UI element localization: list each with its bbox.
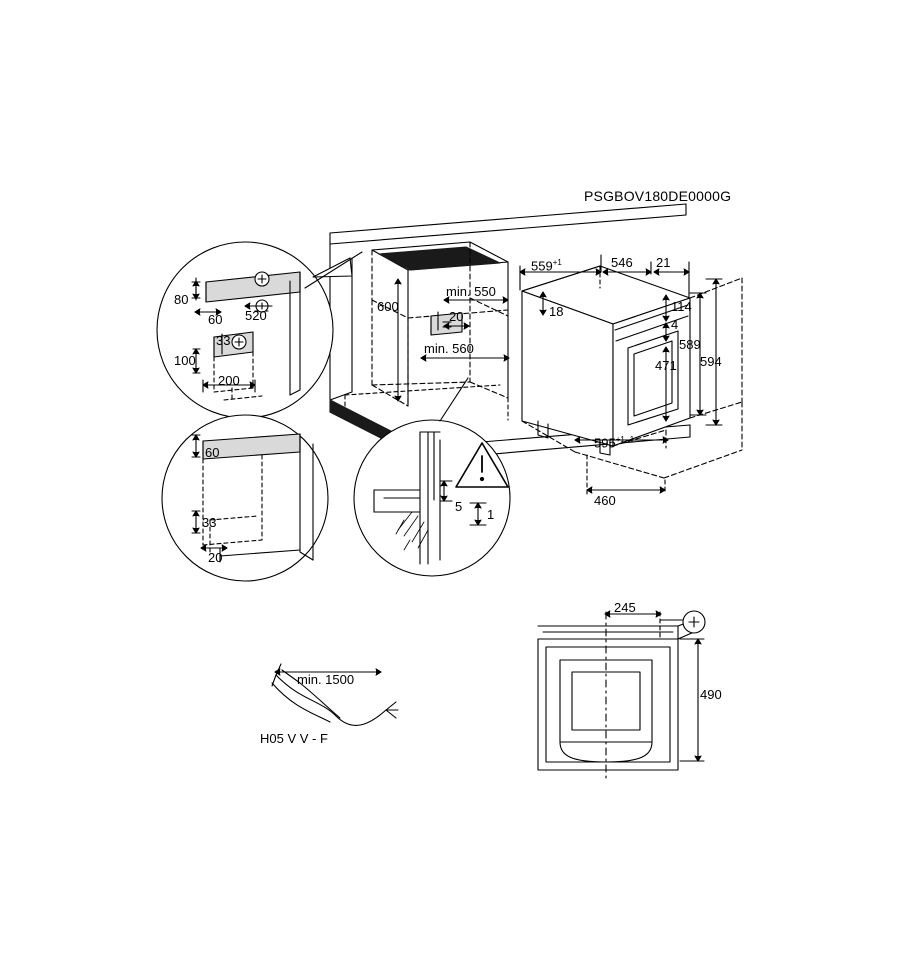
dim-60: 60 (208, 312, 223, 327)
dim-460: 460 (594, 493, 616, 508)
dim-20-bottom: 20 (208, 550, 223, 565)
dim-600: 600 (377, 299, 399, 314)
detail-circle-bottom-left (162, 415, 328, 581)
dim-595: $595^{+1 -1}$ (594, 435, 635, 451)
dim-546: 546 (611, 255, 633, 270)
dim-114: 114 (671, 299, 692, 314)
dim-490: 490 (700, 687, 722, 702)
dim-100: 100 (174, 353, 196, 368)
dim-594: 594 (700, 354, 722, 369)
dim-471: 471 (655, 358, 677, 373)
dim-200: 200 (218, 373, 240, 388)
dim-min-1500: min. 1500 (297, 672, 355, 687)
dim-18: 18 (549, 304, 564, 319)
model-code-label: PSGBOV180DE0000G (584, 188, 732, 204)
dim-245: 245 (614, 600, 636, 615)
dim-5: 5 (455, 499, 463, 514)
cable-type-label: H05 V V - F (260, 731, 328, 746)
dim-60-bottom: 60 (205, 445, 220, 460)
dim-559: $559^{+1}$ (531, 258, 562, 274)
dim-4: 4 (671, 317, 679, 332)
dim-33-bottom: 33 (202, 515, 217, 530)
dim-589: 589 (679, 337, 701, 352)
dim-1: 1 (487, 507, 495, 522)
dim-520: 520 (245, 308, 267, 323)
dim-21: 21 (656, 255, 671, 270)
dim-min-560: min. 560 (424, 341, 474, 356)
dim-min-550: min. 550 (446, 284, 496, 299)
dim-33-top: 33 (216, 333, 231, 348)
detail-circle-worktop-edge (354, 378, 510, 576)
dim-80: 80 (174, 292, 189, 307)
dim-20-niche: 20 (449, 309, 464, 324)
detail-circle-top-left (157, 242, 362, 418)
oven-door-open-view (538, 611, 705, 782)
